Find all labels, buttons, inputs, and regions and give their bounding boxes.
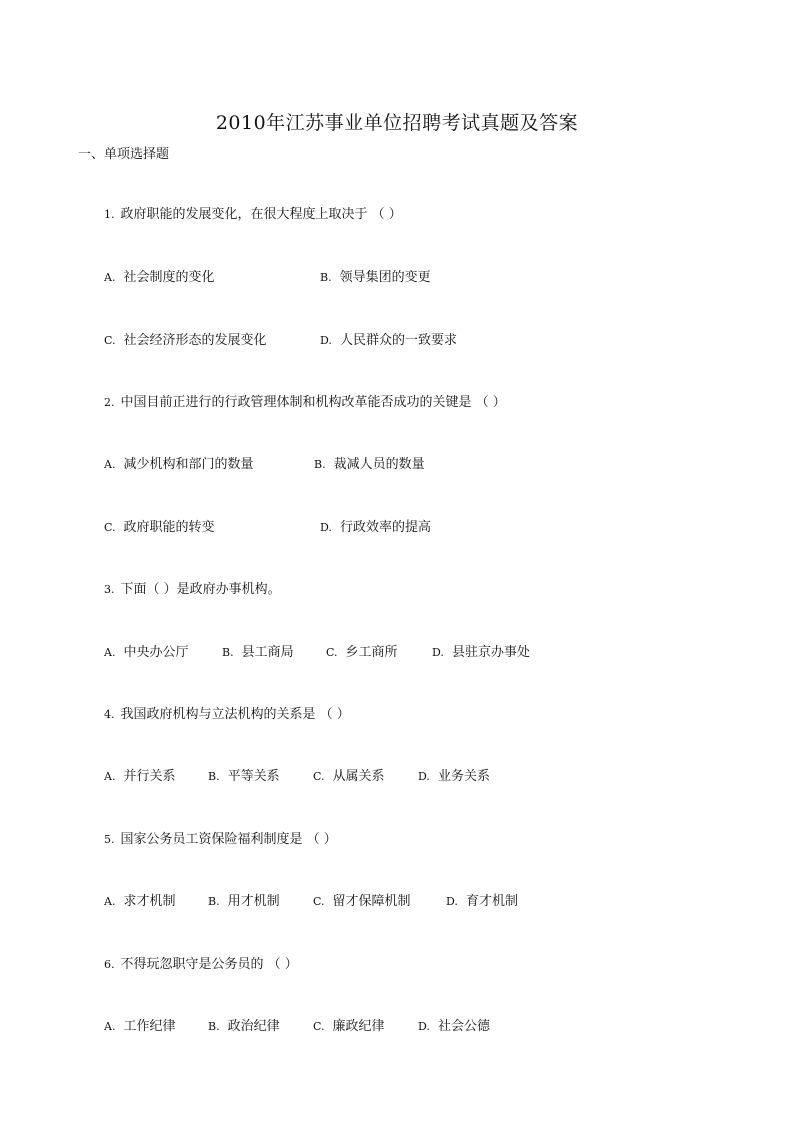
- question-6-options: [104, 1018, 704, 1036]
- option-a: A. 社会制度的变化: [104, 270, 215, 285]
- option-d: D. 行政效率的提高: [320, 520, 431, 535]
- option-a: A. 工作纪律: [104, 1019, 176, 1034]
- question-text: 中国目前正进行的行政管理体制和机构改革能否成功的关键是 （ ）: [120, 395, 506, 410]
- option-b: B. 领导集团的变更: [320, 270, 431, 285]
- question-text: 我国政府机构与立法机构的关系是 （ ）: [120, 707, 350, 722]
- option-c: C. 社会经济形态的发展变化: [104, 333, 267, 348]
- question-2-options-row-1: [104, 456, 704, 474]
- option-a: A. 并行关系: [104, 769, 176, 784]
- option-b: B. 用才机制: [208, 894, 280, 909]
- option-c: C. 廉政纪律: [313, 1019, 385, 1034]
- option-c: C. 留才保障机制: [313, 894, 411, 909]
- option-d: D. 业务关系: [418, 769, 490, 784]
- question-2-options-row-2: [104, 519, 704, 537]
- option-a: A. 求才机制: [104, 894, 176, 909]
- question-5: [104, 831, 337, 849]
- option-b: B. 县工商局: [222, 645, 294, 660]
- option-d: D. 人民群众的一致要求: [320, 333, 457, 348]
- question-2: [104, 394, 506, 412]
- option-c: C. 从属关系: [313, 769, 385, 784]
- question-text: 下面（ ）是政府办事机构。: [120, 582, 281, 597]
- question-5-options: [104, 893, 704, 911]
- option-c: C. 政府职能的转变: [104, 520, 215, 535]
- option-d: D. 育才机制: [446, 894, 518, 909]
- option-d: D. 县驻京办事处: [432, 645, 530, 660]
- option-a: A. 中央办公厅: [104, 645, 189, 660]
- question-3: [104, 581, 281, 599]
- section-heading: 一、单项选择题: [78, 147, 170, 162]
- question-4-options: [104, 768, 704, 786]
- option-d: D. 社会公德: [418, 1019, 490, 1034]
- question-number: 5.: [104, 833, 115, 846]
- question-3-options: [104, 644, 704, 662]
- question-number: 6.: [104, 958, 115, 971]
- question-6: [104, 956, 298, 974]
- question-1: [104, 206, 402, 224]
- question-number: 2.: [104, 396, 115, 409]
- question-text: 不得玩忽职守是公务员的 （ ）: [120, 957, 298, 972]
- question-text: 政府职能的发展变化，在很大程度上取决于 （ ）: [120, 207, 402, 222]
- question-1-options-row-2: [104, 332, 704, 350]
- question-number: 1.: [104, 208, 115, 221]
- option-b: B. 政治纪律: [208, 1019, 280, 1034]
- question-number: 3.: [104, 583, 115, 596]
- question-number: 4.: [104, 708, 115, 721]
- option-c: C. 乡工商所: [326, 645, 398, 660]
- question-1-options-row-1: [104, 269, 704, 287]
- question-text: 国家公务员工资保险福利制度是 （ ）: [120, 832, 337, 847]
- page-title: 2010年江苏事业单位招聘考试真题及答案: [215, 112, 579, 134]
- option-b: B. 平等关系: [208, 769, 280, 784]
- option-b: B. 裁减人员的数量: [314, 457, 425, 472]
- question-4: [104, 706, 350, 724]
- option-a: A. 减少机构和部门的数量: [104, 457, 254, 472]
